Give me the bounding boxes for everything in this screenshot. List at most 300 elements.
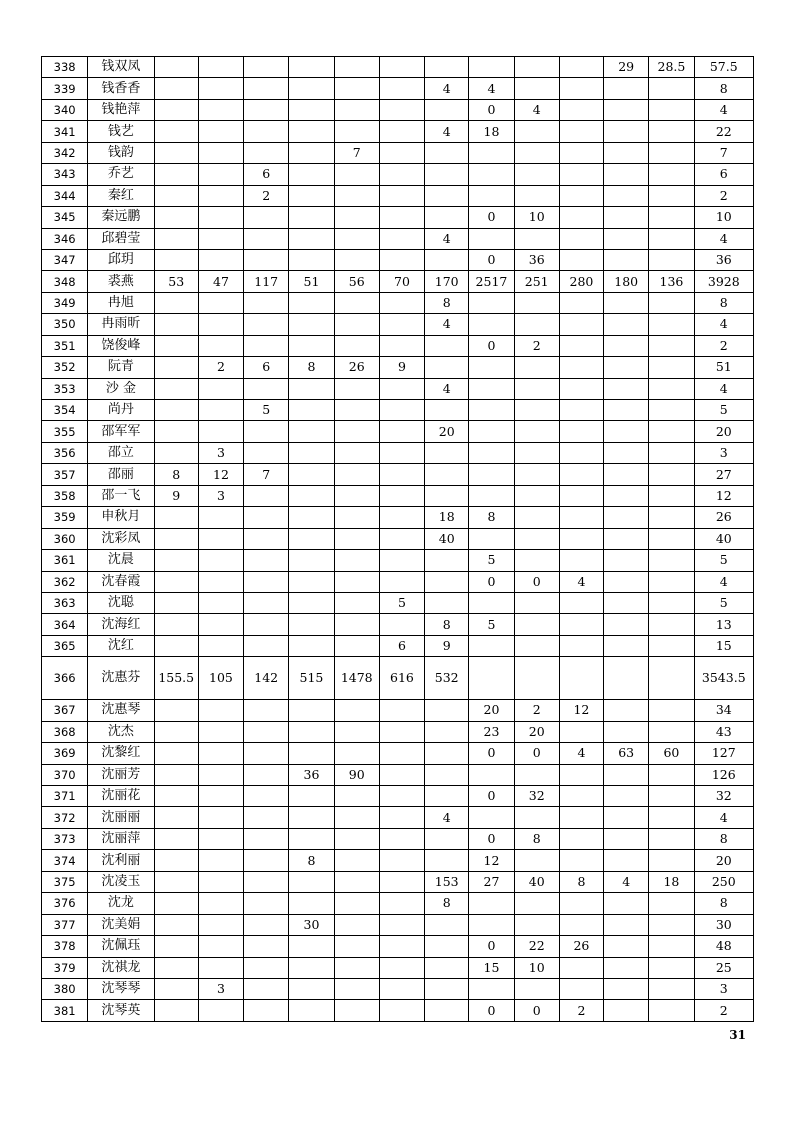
row-number-cell: 341 — [42, 121, 88, 142]
value-cell — [649, 936, 694, 957]
value-cell — [425, 207, 469, 228]
value-cell: 251 — [514, 271, 559, 292]
value-cell — [244, 936, 289, 957]
value-cell — [154, 1000, 198, 1021]
value-cell — [379, 914, 424, 935]
row-number-cell: 376 — [42, 893, 88, 914]
value-cell — [244, 743, 289, 764]
value-cell — [379, 807, 424, 828]
value-cell — [604, 249, 649, 270]
value-cell: 36 — [514, 249, 559, 270]
value-cell — [379, 743, 424, 764]
value-cell — [244, 442, 289, 463]
name-cell: 沈丽萍 — [88, 828, 154, 849]
value-cell — [289, 421, 334, 442]
value-cell — [289, 893, 334, 914]
value-cell — [289, 721, 334, 742]
value-cell — [604, 957, 649, 978]
value-cell — [514, 507, 559, 528]
value-cell — [469, 164, 514, 185]
value-cell — [334, 743, 379, 764]
value-cell — [289, 292, 334, 313]
value-cell — [514, 378, 559, 399]
value-cell — [604, 764, 649, 785]
value-cell — [334, 700, 379, 721]
total-cell: 8 — [694, 828, 753, 849]
value-cell — [244, 378, 289, 399]
value-cell — [244, 507, 289, 528]
name-cell: 裘燕 — [88, 271, 154, 292]
value-cell — [154, 164, 198, 185]
value-cell — [289, 121, 334, 142]
value-cell — [379, 978, 424, 999]
total-cell: 6 — [694, 164, 753, 185]
row-number-cell: 353 — [42, 378, 88, 399]
value-cell: 153 — [425, 871, 469, 892]
value-cell — [425, 850, 469, 871]
value-cell — [154, 378, 198, 399]
value-cell — [154, 807, 198, 828]
value-cell — [559, 592, 603, 613]
total-cell: 2 — [694, 185, 753, 206]
value-cell: 36 — [289, 764, 334, 785]
row-number-cell: 366 — [42, 657, 88, 700]
value-cell — [379, 550, 424, 571]
value-cell: 27 — [469, 871, 514, 892]
row-number-cell: 351 — [42, 335, 88, 356]
row-number-cell: 375 — [42, 871, 88, 892]
value-cell — [154, 978, 198, 999]
value-cell — [514, 978, 559, 999]
table-row — [42, 400, 754, 421]
value-cell — [289, 442, 334, 463]
value-cell — [514, 357, 559, 378]
row-number-cell: 348 — [42, 271, 88, 292]
row-number-cell: 372 — [42, 807, 88, 828]
row-number-cell: 374 — [42, 850, 88, 871]
value-cell — [154, 292, 198, 313]
value-cell — [244, 485, 289, 506]
value-cell — [425, 400, 469, 421]
value-cell — [514, 807, 559, 828]
name-cell: 沈晨 — [88, 550, 154, 571]
name-cell: 沈彩凤 — [88, 528, 154, 549]
row-number-cell: 345 — [42, 207, 88, 228]
name-cell: 秦远鹏 — [88, 207, 154, 228]
value-cell — [289, 400, 334, 421]
total-cell: 22 — [694, 121, 753, 142]
value-cell — [604, 721, 649, 742]
value-cell — [289, 614, 334, 635]
value-cell — [649, 528, 694, 549]
value-cell: 5 — [244, 400, 289, 421]
value-cell — [289, 936, 334, 957]
value-cell — [289, 871, 334, 892]
value-cell — [469, 592, 514, 613]
row-number-cell: 365 — [42, 635, 88, 656]
row-number-cell: 358 — [42, 485, 88, 506]
value-cell: 28.5 — [649, 57, 694, 78]
value-cell — [154, 700, 198, 721]
total-cell: 30 — [694, 914, 753, 935]
value-cell — [604, 485, 649, 506]
value-cell — [198, 893, 243, 914]
total-cell: 3543.5 — [694, 657, 753, 700]
value-cell — [289, 464, 334, 485]
value-cell — [514, 528, 559, 549]
table-row — [42, 314, 754, 335]
value-cell: 8 — [425, 292, 469, 313]
value-cell — [469, 657, 514, 700]
value-cell — [154, 528, 198, 549]
value-cell — [559, 957, 603, 978]
value-cell — [425, 1000, 469, 1021]
value-cell — [514, 464, 559, 485]
value-cell — [379, 164, 424, 185]
row-number-cell: 379 — [42, 957, 88, 978]
value-cell — [649, 507, 694, 528]
value-cell: 2 — [559, 1000, 603, 1021]
table-row — [42, 635, 754, 656]
value-cell — [559, 721, 603, 742]
value-cell: 4 — [425, 78, 469, 99]
value-cell — [469, 357, 514, 378]
value-cell — [198, 786, 243, 807]
value-cell — [649, 893, 694, 914]
value-cell — [334, 335, 379, 356]
name-cell: 钱艳萍 — [88, 99, 154, 120]
value-cell — [559, 164, 603, 185]
value-cell — [154, 550, 198, 571]
value-cell — [198, 807, 243, 828]
table-row — [42, 614, 754, 635]
value-cell — [334, 936, 379, 957]
value-cell: 280 — [559, 271, 603, 292]
value-cell: 3 — [198, 978, 243, 999]
value-cell — [379, 936, 424, 957]
value-cell — [198, 528, 243, 549]
value-cell — [604, 850, 649, 871]
total-cell: 3928 — [694, 271, 753, 292]
value-cell — [154, 850, 198, 871]
table-row — [42, 378, 754, 399]
value-cell: 70 — [379, 271, 424, 292]
table-row — [42, 185, 754, 206]
value-cell — [198, 764, 243, 785]
value-cell — [154, 57, 198, 78]
value-cell — [469, 292, 514, 313]
value-cell — [244, 721, 289, 742]
total-cell: 5 — [694, 550, 753, 571]
row-number-cell: 349 — [42, 292, 88, 313]
value-cell — [604, 400, 649, 421]
value-cell — [604, 99, 649, 120]
value-cell — [154, 571, 198, 592]
value-cell — [379, 121, 424, 142]
name-cell: 邵丽 — [88, 464, 154, 485]
value-cell — [649, 635, 694, 656]
row-number-cell: 367 — [42, 700, 88, 721]
value-cell: 0 — [469, 743, 514, 764]
value-cell — [559, 828, 603, 849]
value-cell — [154, 871, 198, 892]
value-cell — [379, 464, 424, 485]
name-cell: 沈丽花 — [88, 786, 154, 807]
value-cell — [514, 421, 559, 442]
value-cell — [198, 592, 243, 613]
value-cell — [244, 228, 289, 249]
name-cell: 沈琴琴 — [88, 978, 154, 999]
value-cell — [514, 78, 559, 99]
value-cell — [514, 592, 559, 613]
row-number-cell: 377 — [42, 914, 88, 935]
table-row — [42, 957, 754, 978]
value-cell — [425, 335, 469, 356]
value-cell — [379, 571, 424, 592]
value-cell — [559, 421, 603, 442]
row-number-cell: 373 — [42, 828, 88, 849]
value-cell — [198, 421, 243, 442]
value-cell — [154, 99, 198, 120]
value-cell — [334, 592, 379, 613]
value-cell — [334, 914, 379, 935]
value-cell: 8 — [469, 507, 514, 528]
name-cell: 沈佩珏 — [88, 936, 154, 957]
value-cell: 9 — [379, 357, 424, 378]
value-cell — [559, 292, 603, 313]
row-number-cell: 356 — [42, 442, 88, 463]
value-cell — [289, 550, 334, 571]
total-cell: 5 — [694, 592, 753, 613]
value-cell: 10 — [514, 207, 559, 228]
value-cell — [198, 378, 243, 399]
value-cell — [379, 850, 424, 871]
value-cell: 616 — [379, 657, 424, 700]
value-cell — [425, 442, 469, 463]
value-cell — [154, 786, 198, 807]
value-cell — [469, 442, 514, 463]
value-cell — [244, 978, 289, 999]
table-row — [42, 271, 754, 292]
value-cell — [244, 249, 289, 270]
value-cell — [334, 828, 379, 849]
row-number-cell: 371 — [42, 786, 88, 807]
value-cell: 2 — [244, 185, 289, 206]
total-cell: 4 — [694, 571, 753, 592]
value-cell — [198, 850, 243, 871]
name-cell: 沈利丽 — [88, 850, 154, 871]
total-cell: 36 — [694, 249, 753, 270]
value-cell — [379, 721, 424, 742]
total-cell: 5 — [694, 400, 753, 421]
value-cell — [559, 442, 603, 463]
value-cell — [604, 786, 649, 807]
name-cell: 冉雨昕 — [88, 314, 154, 335]
table-row — [42, 207, 754, 228]
value-cell: 30 — [289, 914, 334, 935]
value-cell: 0 — [469, 786, 514, 807]
table-row — [42, 893, 754, 914]
value-cell: 2 — [514, 335, 559, 356]
value-cell — [334, 635, 379, 656]
value-cell — [379, 507, 424, 528]
total-cell: 26 — [694, 507, 753, 528]
value-cell: 0 — [469, 936, 514, 957]
value-cell — [334, 78, 379, 99]
table-row — [42, 164, 754, 185]
value-cell — [198, 550, 243, 571]
table-row — [42, 249, 754, 270]
total-cell: 20 — [694, 421, 753, 442]
value-cell: 4 — [604, 871, 649, 892]
value-cell — [154, 249, 198, 270]
total-cell: 27 — [694, 464, 753, 485]
value-cell — [154, 764, 198, 785]
value-cell — [379, 78, 424, 99]
value-cell — [244, 121, 289, 142]
value-cell — [334, 550, 379, 571]
total-cell: 4 — [694, 314, 753, 335]
value-cell — [244, 292, 289, 313]
table-row — [42, 485, 754, 506]
value-cell — [289, 485, 334, 506]
value-cell — [604, 335, 649, 356]
value-cell — [244, 99, 289, 120]
table-row — [42, 700, 754, 721]
value-cell — [334, 99, 379, 120]
value-cell — [559, 207, 603, 228]
value-cell — [334, 893, 379, 914]
value-cell — [469, 57, 514, 78]
total-cell: 13 — [694, 614, 753, 635]
name-cell: 沈杰 — [88, 721, 154, 742]
value-cell — [244, 850, 289, 871]
value-cell — [198, 571, 243, 592]
value-cell — [559, 335, 603, 356]
total-cell: 4 — [694, 228, 753, 249]
name-cell: 饶俊峰 — [88, 335, 154, 356]
value-cell — [649, 421, 694, 442]
value-cell: 0 — [514, 1000, 559, 1021]
value-cell: 12 — [198, 464, 243, 485]
value-cell — [379, 871, 424, 892]
value-cell — [649, 592, 694, 613]
value-cell — [154, 421, 198, 442]
name-cell: 秦红 — [88, 185, 154, 206]
value-cell — [289, 164, 334, 185]
row-number-cell: 381 — [42, 1000, 88, 1021]
value-cell — [649, 249, 694, 270]
value-cell: 0 — [469, 249, 514, 270]
value-cell — [514, 400, 559, 421]
total-cell: 57.5 — [694, 57, 753, 78]
value-cell — [154, 314, 198, 335]
value-cell — [379, 185, 424, 206]
value-cell — [198, 828, 243, 849]
value-cell — [425, 571, 469, 592]
value-cell — [649, 614, 694, 635]
value-cell — [379, 249, 424, 270]
value-cell — [559, 142, 603, 163]
value-cell — [604, 807, 649, 828]
value-cell — [198, 142, 243, 163]
value-cell — [425, 743, 469, 764]
total-cell: 10 — [694, 207, 753, 228]
table-row — [42, 357, 754, 378]
value-cell: 5 — [379, 592, 424, 613]
value-cell — [334, 464, 379, 485]
value-cell — [514, 228, 559, 249]
value-cell: 20 — [514, 721, 559, 742]
value-cell — [154, 957, 198, 978]
value-cell: 4 — [425, 121, 469, 142]
value-cell — [244, 335, 289, 356]
value-cell — [425, 142, 469, 163]
value-cell — [425, 185, 469, 206]
value-cell — [425, 485, 469, 506]
value-cell — [559, 657, 603, 700]
value-cell — [649, 464, 694, 485]
value-cell — [154, 507, 198, 528]
value-cell — [334, 957, 379, 978]
total-cell: 48 — [694, 936, 753, 957]
row-number-cell: 342 — [42, 142, 88, 163]
table-row — [42, 550, 754, 571]
value-cell — [154, 721, 198, 742]
value-cell — [469, 978, 514, 999]
value-cell — [604, 314, 649, 335]
value-cell — [154, 78, 198, 99]
value-cell — [559, 464, 603, 485]
value-cell — [649, 957, 694, 978]
value-cell: 9 — [425, 635, 469, 656]
table-row — [42, 807, 754, 828]
data-table — [41, 56, 754, 1022]
value-cell — [425, 786, 469, 807]
value-cell — [379, 57, 424, 78]
value-cell — [425, 57, 469, 78]
value-cell: 0 — [514, 571, 559, 592]
total-cell: 2 — [694, 335, 753, 356]
value-cell — [604, 978, 649, 999]
value-cell — [289, 700, 334, 721]
value-cell: 18 — [425, 507, 469, 528]
value-cell — [289, 828, 334, 849]
value-cell — [604, 207, 649, 228]
name-cell: 沈凌玉 — [88, 871, 154, 892]
value-cell — [604, 464, 649, 485]
total-cell: 8 — [694, 292, 753, 313]
total-cell: 43 — [694, 721, 753, 742]
table-row — [42, 850, 754, 871]
value-cell — [559, 249, 603, 270]
value-cell — [289, 528, 334, 549]
value-cell — [559, 78, 603, 99]
name-cell: 沈惠芬 — [88, 657, 154, 700]
value-cell — [154, 400, 198, 421]
total-cell: 126 — [694, 764, 753, 785]
value-cell — [425, 164, 469, 185]
value-cell — [289, 99, 334, 120]
value-cell: 51 — [289, 271, 334, 292]
value-cell — [198, 249, 243, 270]
value-cell — [289, 1000, 334, 1021]
value-cell — [425, 914, 469, 935]
value-cell — [334, 314, 379, 335]
name-cell: 乔艺 — [88, 164, 154, 185]
value-cell — [559, 314, 603, 335]
value-cell — [334, 571, 379, 592]
